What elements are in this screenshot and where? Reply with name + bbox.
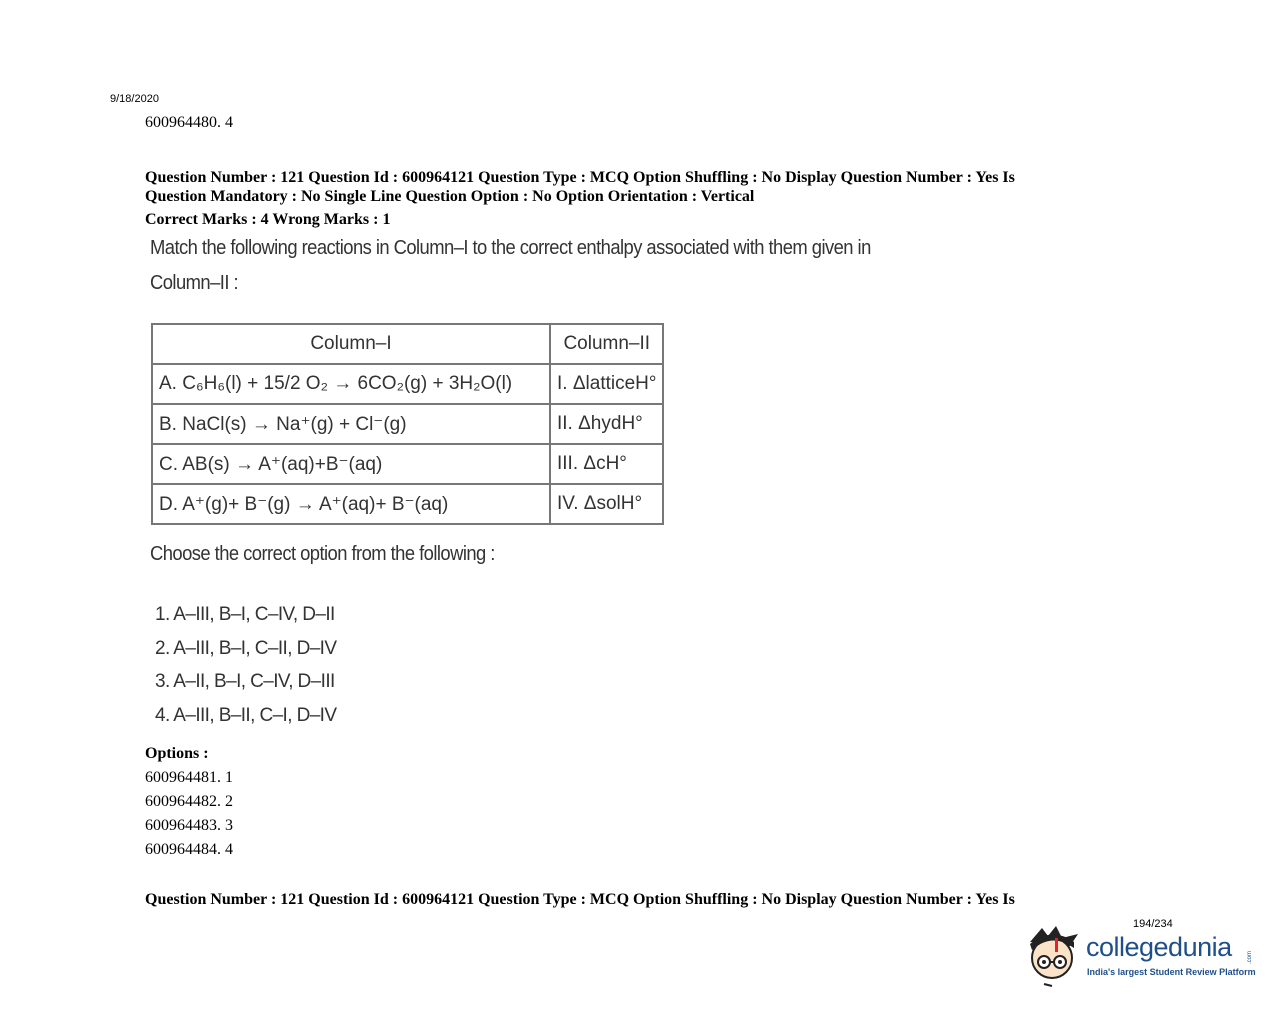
column-2-header: Column–II xyxy=(550,324,663,364)
list-item: 1. A–III, B–I, C–IV, D–II xyxy=(155,604,335,625)
list-item: 3. A–II, B–I, C–IV, D–III xyxy=(155,671,335,692)
choose-text: Choose the correct option from the following : xyxy=(150,543,495,565)
reaction-cell: B. NaCl(s) → Na⁺(g) + Cl⁻(g) xyxy=(152,404,550,444)
question-text-line2: Column–II : xyxy=(150,272,239,294)
brand-name: collegedunia xyxy=(1086,932,1232,962)
enthalpy-cell: III. ΔcH° xyxy=(550,444,663,484)
reaction-cell: C. AB(s) → A⁺(aq)+B⁻(aq) xyxy=(152,444,550,484)
table-row xyxy=(152,484,663,524)
table-row xyxy=(152,404,663,444)
previous-option: 600964480. 4 xyxy=(145,114,233,131)
question-meta-line1: Question Number : 121 Question Id : 600964121 Question Type : MCQ Option Shuffling : No Display Question Number : Yes Is xyxy=(145,169,1015,186)
page-number: 194/234 xyxy=(1133,918,1173,930)
enthalpy-cell: I. ΔlatticeH° xyxy=(550,364,663,404)
brand-suffix: .com xyxy=(1247,950,1253,964)
match-table xyxy=(151,323,664,525)
reaction-cell: A. C₆H₆(l) + 15/2 O₂ → 6CO₂(g) + 3H₂O(l) xyxy=(152,364,550,404)
enthalpy-cell: II. ΔhydH° xyxy=(550,404,663,444)
question-meta-line2: Question Mandatory : No Single Line Question Option : No Option Orientation : Vertical xyxy=(145,188,755,205)
question-text-line1: Match the following reactions in Column–I to the correct enthalpy associated with them given in xyxy=(150,237,871,259)
enthalpy-cell: IV. ΔsolH° xyxy=(550,484,663,524)
brand-tagline: India's largest Student Review Platform xyxy=(1087,967,1256,977)
question-marks: Correct Marks : 4 Wrong Marks : 1 xyxy=(145,211,391,228)
option-item: 600964482. 2 xyxy=(145,793,233,810)
list-item: 4. A–III, B–II, C–I, D–IV xyxy=(155,704,337,726)
option-item: 600964481. 1 xyxy=(145,769,233,786)
reaction-cell: D. A⁺(g)+ B⁻(g) → A⁺(aq)+ B⁻(aq) xyxy=(152,484,550,524)
options-block xyxy=(145,742,233,862)
option-item: 600964484. 4 xyxy=(145,841,233,858)
question-meta xyxy=(145,168,1105,229)
print-date: 9/18/2020 xyxy=(110,93,159,105)
list-item: 2. A–III, B–I, C–II, D–IV xyxy=(155,637,337,659)
column-1-header: Column–I xyxy=(152,324,550,364)
table-header-row xyxy=(152,324,663,364)
option-item: 600964483. 3 xyxy=(145,817,233,834)
table-row xyxy=(152,444,663,484)
choice-list xyxy=(155,598,336,732)
options-label: Options : xyxy=(145,745,209,762)
table-row xyxy=(152,364,663,404)
next-question-meta: Question Number : 121 Question Id : 600964121 Question Type : MCQ Option Shuffling : No Display Question Number : Yes Is xyxy=(145,891,1015,908)
